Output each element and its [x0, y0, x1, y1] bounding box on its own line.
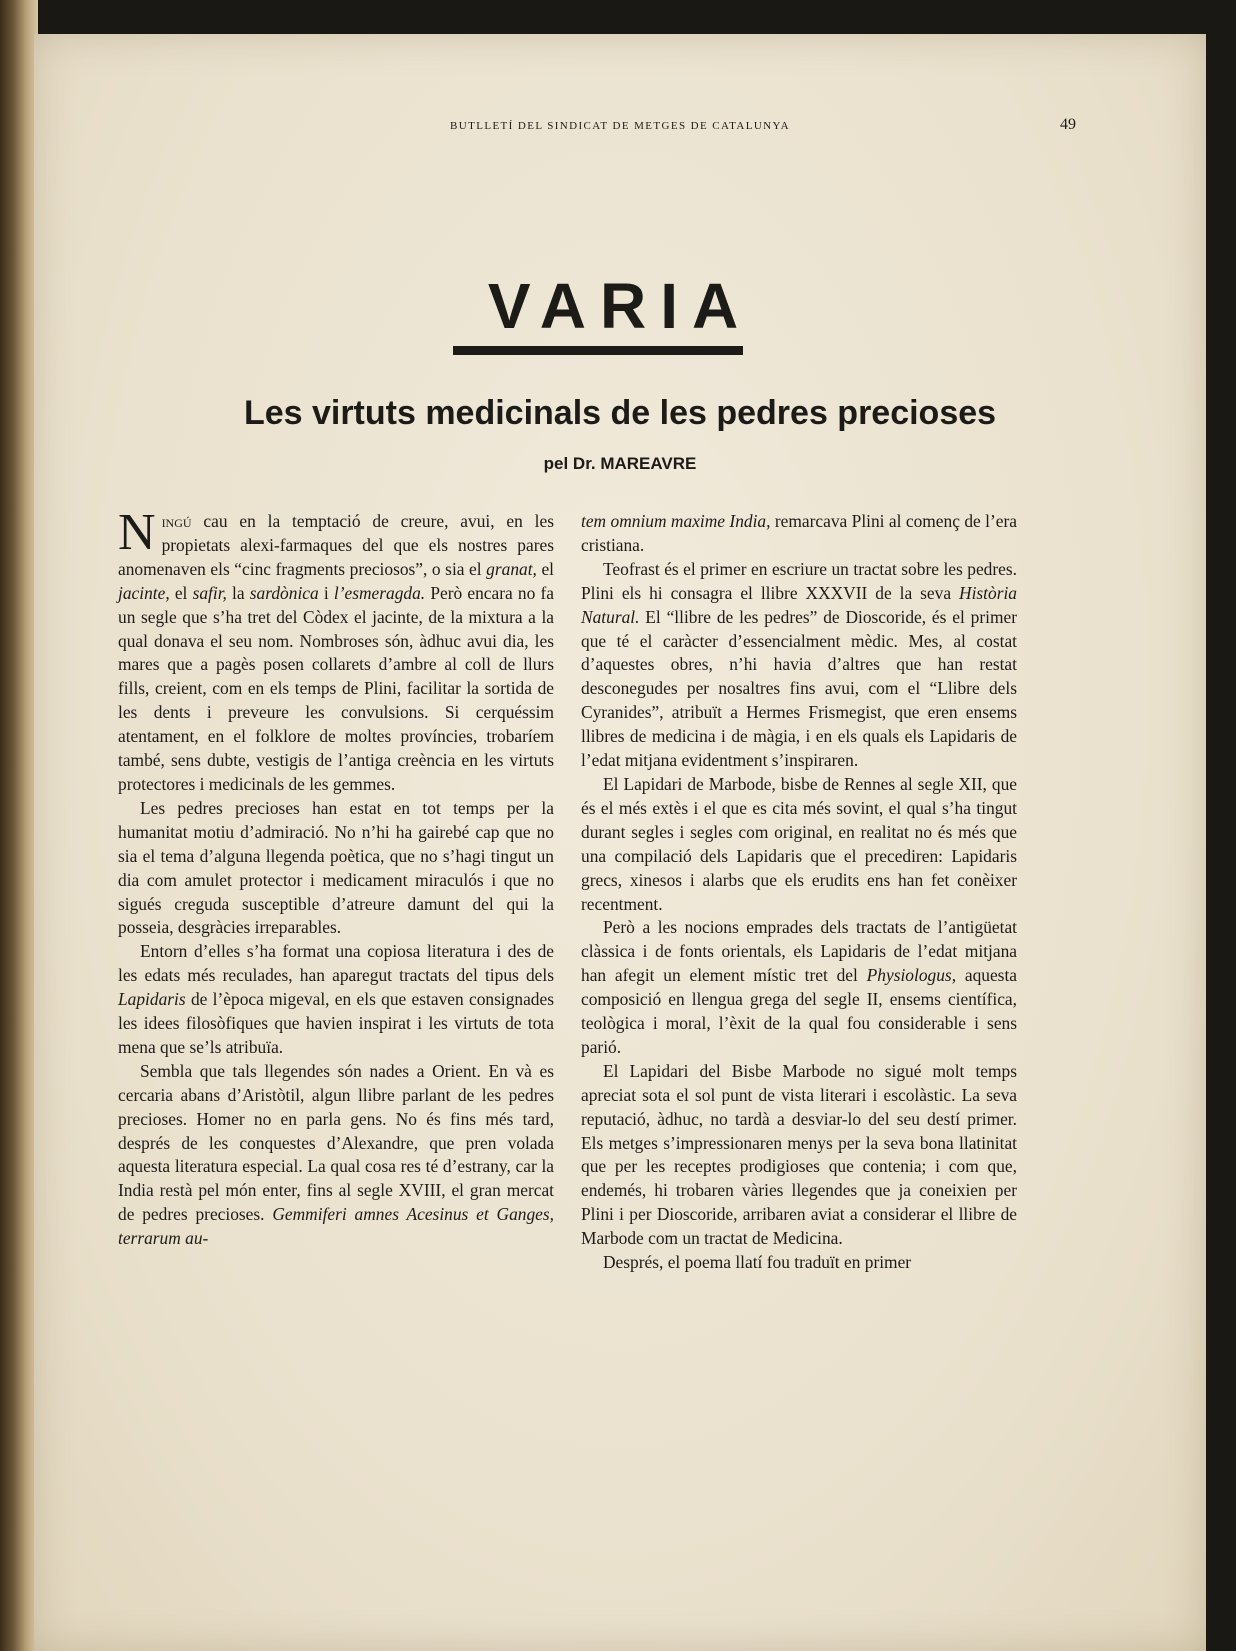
paragraph-9: El Lapidari del Bisbe Marbode no sigué molt temps apreciat sota el sol punt de vista literari i escolàstic. La seva reputació, àdhuc, no tardà a desviar-lo del seu destí primer. Els metges s’impressionaren menys per la seva bona llatinitat que per les receptes prodigioses que contenia; i com que, endemés, hi trobaren vàries llegendes que ja coneixien per Plini i per Dioscoride, arribaren aviat a considerar el llibre de Marbode com un tractat de Medicina. [581, 1060, 1017, 1249]
journal-page [34, 34, 1206, 1651]
paragraph-1-text-c: el [169, 582, 193, 603]
paragraph-6-text-b: El “llibre de les pedres” de Dioscoride, és el primer que té el caràcter d’essencialment mèdic. Mes, al costat d’aquestes obres, n’hi havia d’altres que han restat desconegudes per nosaltres fins avui, com el “Llibre dels Cyranides”, atribuït a Hermes Frismegist, que eren ensems llibres de medicina i de màgia, i en els quals els Lapidaris de l’edat mitjana evidentment s’inspiraren. [581, 606, 1017, 771]
paragraph-8-text-a: Però a les nocions emprades dels tractats de l’antigüetat clàssica i de fonts orientals, els Lapidaris de l’edat mitjana han afegit un element místic tret del [581, 917, 1017, 986]
left-column [118, 504, 554, 1251]
paragraph-7: El Lapidari de Marbode, bisbe de Rennes al segle XII, que és el més extès i el que es cita més sovint, el qual s’ha tingut durant segles i segles com original, en realitat no és més que una compilació dels Lapidaris que el precediren: Lapidaris grecs, xinesos i alarbs que els erudits ens han fet conèixer recentment. [581, 773, 1017, 914]
paragraph-6 [581, 558, 1017, 773]
paragraph-8-text-b: aquesta composició en llengua grega del segle II, ensems científica, teològica i moral, l’èxit de la qual fou considerable i sens parió. [581, 965, 1017, 1057]
paragraph-10: Després, el poema llatí fou traduït en primer [603, 1252, 912, 1273]
paragraph-1-text-d: la [226, 582, 250, 603]
paragraph-2: Les pedres precioses han estat en tot temps per la humanitat motiu d’admiració. No n’hi ha gairebé cap que no sia el tema d’alguna llegenda poètica, que no s’hagi tingut un dia com amulet protector i medicament miraculós i que no sigués creguda susceptible d’atreure damunt del qui la posseia, desgràcies irreparables. [118, 797, 554, 938]
running-head [34, 116, 1206, 136]
term-historia-natural: Història Natural. [581, 582, 1017, 627]
paragraph-4-text-a: Sembla que tals llegendes són nades a Orient. En và es cercaria abans d’Aristòtil, algun llibre parlant de les pedres precioses. Homer no en parla gens. No és fins més tard, després de les conquestes d’Alexandre, que pren volada aquesta literatura especial. La qual cosa res té d’estrany, car la India restà pel món enter, fins al segle XVIII, el gran mercat de pedres precioses. [118, 1060, 554, 1225]
section-title-rule [453, 346, 743, 355]
right-column [581, 510, 1017, 1275]
section-title: VARIA [487, 270, 753, 342]
term-granat: granat, [486, 558, 537, 579]
paragraph-1-text-b: el [536, 558, 554, 579]
latin-quote-start: Gemmiferi amnes Acesinus et Ganges, terrarum au- [118, 1204, 554, 1249]
running-title: BUTLLETÍ DEL SINDICAT DE METGES DE CATALUNYA [450, 120, 790, 132]
page-number: 49 [1060, 116, 1076, 133]
article-author: pel Dr. MAREAVRE [543, 454, 697, 473]
term-esmeragda: l’esmeragda. [333, 582, 426, 603]
paragraph-1-text-a: cau en la temptació de creure, avui, en les propietats alexi-farmaques del que els nostres pares anomenaven els “cinc fragments preciosos”, o sia el [118, 511, 554, 579]
paragraph-5-text: remarcava Plini al començ de l’era cristiana. [581, 511, 1017, 555]
paragraph-1-text-e: i [318, 582, 334, 603]
term-lapidaris: Lapidaris [118, 989, 186, 1010]
paragraph-1-text-f: Però encara no fa un segle que s’ha tret del Còdex el jacinte, de la mixtura a la qual donava el seu nom. Nombroses són, àdhuc avui dia, les mares que a pagès posen collarets d’ambre al coll de llurs fills, creient, com en els temps de Plini, facilitar la sortida de les dents i preveure les convulsions. Si cerquéssim atentament, en el folklore de moltes províncies, trobaríem també, sens dubte, vestigis de l’antiga creència en les virtuts protectores i medicinals de les gemmes. [118, 582, 554, 794]
paragraph-1-smallcaps: ingú [161, 511, 192, 531]
paragraph-1 [118, 504, 554, 797]
paragraph-5 [581, 510, 1017, 558]
paragraph-4 [118, 1060, 554, 1251]
paragraph-3 [118, 940, 554, 1060]
paragraph-6-text-a: Teofrast és el primer en escriure un tractat sobre les pedres. Plini els hi consagra el llibre XXXVII de la seva [581, 558, 1017, 603]
paragraph-3-text-b: de l’època migeval, en els que estaven consignades les idees filosòfiques que havien inspirat i les virtuts de tota mena que se’ls atribuïa. [118, 989, 554, 1057]
term-physiologus: Physiologus, [866, 965, 957, 986]
paragraph-8 [581, 916, 1017, 1059]
latin-quote-end: tem omnium maxime India, [581, 511, 771, 531]
term-safir: safir, [192, 582, 227, 603]
paragraph-3-text-a: Entorn d’elles s’ha format una copiosa literatura i des de les edats més reculades, han aparegut tractats del tipus dels [118, 941, 554, 986]
book-spine-edge [0, 0, 38, 1651]
drop-cap: N [118, 504, 156, 561]
term-sardonica: sardònica [249, 582, 319, 603]
term-jacinte: jacinte, [118, 582, 170, 603]
article-title: Les virtuts medicinals de les pedres precioses [243, 394, 997, 432]
